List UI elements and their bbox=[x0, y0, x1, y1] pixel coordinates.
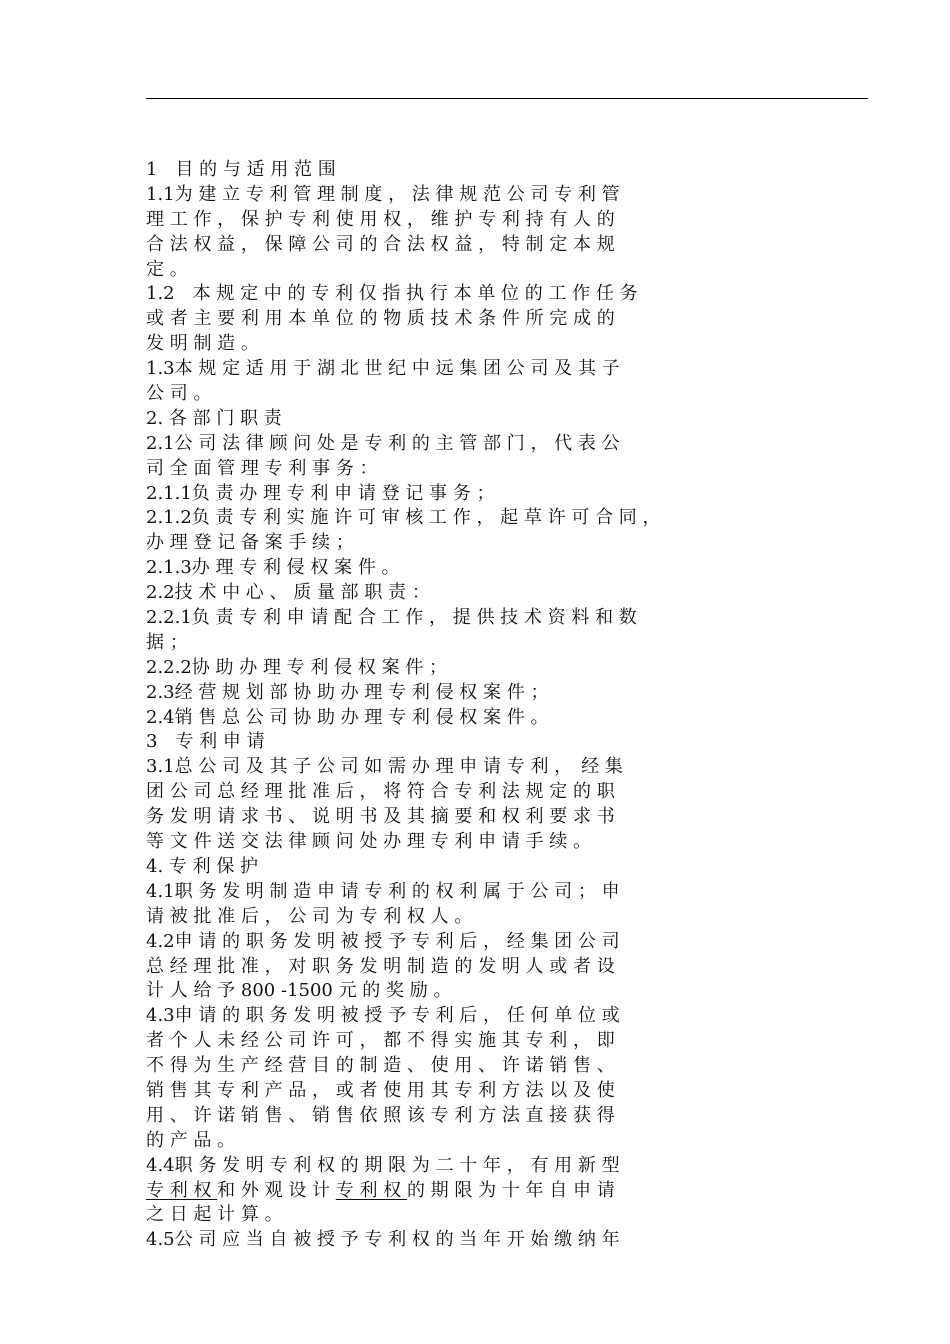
text-line: 请 被 批 准 后 ， 公 司 为 专 利 权 人 。 bbox=[146, 905, 473, 927]
text-line: 4.1职 务 发 明 制 造 申 请 专 利 的 权 利 属 于 公 司 ； 申 bbox=[146, 880, 620, 902]
text-line: 团 公 司 总 经 理 批 准 后 ， 将 符 合 专 利 法 规 定 的 职 bbox=[146, 781, 615, 803]
text-line: 4. 专 利 保 护 bbox=[146, 855, 259, 877]
text-line: 3 专 利 申 请 bbox=[146, 731, 265, 753]
text-line: 发 明 制 造 。 bbox=[146, 333, 259, 355]
text-line: 的 产 品 。 bbox=[146, 1129, 236, 1151]
text-line: 务 发 明 请 求 书 、 说 明 书 及 其 摘 要 和 权 利 要 求 书 bbox=[146, 806, 615, 828]
text-line: 2.2.1负 责 专 利 申 请 配 合 工 作 ， 提 供 技 术 资 料 和 数 bbox=[146, 607, 637, 629]
document-body bbox=[146, 158, 836, 1253]
text-line: 2.1.2负 责 专 利 实 施 许 可 审 核 工 作 ， 起 草 许 可 合 同 ， bbox=[146, 507, 661, 529]
text-line: 2.4销 售 总 公 司 协 助 办 理 专 利 侵 权 案 件 。 bbox=[146, 706, 549, 728]
text-line: 2. 各 部 门 职 责 bbox=[146, 407, 282, 429]
text-line: 1 目 的 与 适 用 范 围 bbox=[146, 159, 336, 180]
text-line: 据 ； bbox=[146, 631, 188, 653]
text-line: 办 理 登 记 备 案 手 续 ； bbox=[146, 532, 354, 554]
text-line: 3.1总 公 司 及 其 子 公 司 如 需 办 理 申 请 专 利 ， 经 集 bbox=[146, 756, 623, 778]
text-line: 不 得 为 生 产 经 营 目 的 制 造 、 使 用 、 许 诺 销 售 、 bbox=[146, 1055, 615, 1077]
text-line: 总 经 理 批 准 ， 对 职 务 发 明 制 造 的 发 明 人 或 者 设 bbox=[146, 955, 615, 977]
underlined-term: 专 利 权 bbox=[146, 1179, 218, 1201]
text-line: 4.5公 司 应 当 自 被 授 予 专 利 权 的 当 年 开 始 缴 纳 年 bbox=[146, 1229, 620, 1251]
text-line: 销 售 其 专 利 产 品 ， 或 者 使 用 其 专 利 方 法 以 及 使 bbox=[146, 1079, 615, 1101]
text-line: 或 者 主 要 利 用 本 单 位 的 物 质 技 术 条 件 所 完 成 的 bbox=[146, 308, 615, 330]
text-line: 4.2申 请 的 职 务 发 明 被 授 予 专 利 后 ， 经 集 团 公 司 bbox=[146, 930, 620, 952]
text-line: 2.1.1负 责 办 理 专 利 申 请 登 记 事 务 ； bbox=[146, 482, 495, 504]
text-line: 2.2技 术 中 心 、 质 量 部 职 责 ： bbox=[146, 582, 430, 604]
text-segment: 的 期 限 为 十 年 自 申 请 bbox=[406, 1179, 615, 1201]
text-line: 2.1.3办 理 专 利 侵 权 案 件 。 bbox=[146, 557, 400, 579]
text-line: 之 日 起 计 算 。 bbox=[146, 1204, 283, 1226]
text-line: 司 全 面 管 理 专 利 事 务 ： bbox=[146, 457, 378, 479]
text-line: 2.3经 营 规 划 部 协 助 办 理 专 利 侵 权 案 件 ； bbox=[146, 681, 549, 703]
text-line: 2.2.2协 助 办 理 专 利 侵 权 案 件 ； bbox=[146, 656, 448, 678]
text-line: 公 司 。 bbox=[146, 383, 212, 405]
text-line: 4.4职 务 发 明 专 利 权 的 期 限 为 二 十 年 ， 有 用 新 型 bbox=[146, 1154, 620, 1176]
text-line: 合 法 权 益 ， 保 障 公 司 的 合 法 权 益 ， 特 制 定 本 规 bbox=[146, 233, 615, 255]
text-line: 1.1为 建 立 专 利 管 理 制 度 ， 法 律 规 范 公 司 专 利 管 bbox=[146, 183, 620, 205]
text-line: 2.1公 司 法 律 顾 问 处 是 专 利 的 主 管 部 门 ， 代 表 公 bbox=[146, 432, 620, 454]
text-line bbox=[146, 1179, 836, 1204]
text-line: 1.3本 规 定 适 用 于 湖 北 世 纪 中 远 集 团 公 司 及 其 子 bbox=[146, 358, 620, 380]
text-line: 1.2 本 规 定 中 的 专 利 仅 指 执 行 本 单 位 的 工 作 任 务 bbox=[146, 283, 638, 305]
text-line: 定 。 bbox=[146, 258, 188, 280]
text-line: 用 、 许 诺 销 售 、 销 售 依 照 该 专 利 方 法 直 接 获 得 bbox=[146, 1104, 615, 1126]
text-line: 等 文 件 送 交 法 律 顾 问 处 办 理 专 利 申 请 手 续 。 bbox=[146, 831, 591, 853]
text-segment: 和 外 观 设 计 bbox=[217, 1179, 336, 1201]
text-line: 4.3申 请 的 职 务 发 明 被 授 予 专 利 后 ， 任 何 单 位 或 bbox=[146, 1005, 620, 1027]
text-line: 者 个 人 未 经 公 司 许 可 ， 都 不 得 实 施 其 专 利 ， 即 bbox=[146, 1030, 615, 1052]
text-line: 计 人 给 予 800 -1500 元 的 奖 励 。 bbox=[146, 980, 452, 1002]
text-line: 理 工 作 ， 保 护 专 利 使 用 权 ， 维 护 专 利 持 有 人 的 bbox=[146, 208, 615, 230]
underlined-term: 专 利 权 bbox=[335, 1179, 407, 1201]
header-rule bbox=[146, 98, 868, 99]
